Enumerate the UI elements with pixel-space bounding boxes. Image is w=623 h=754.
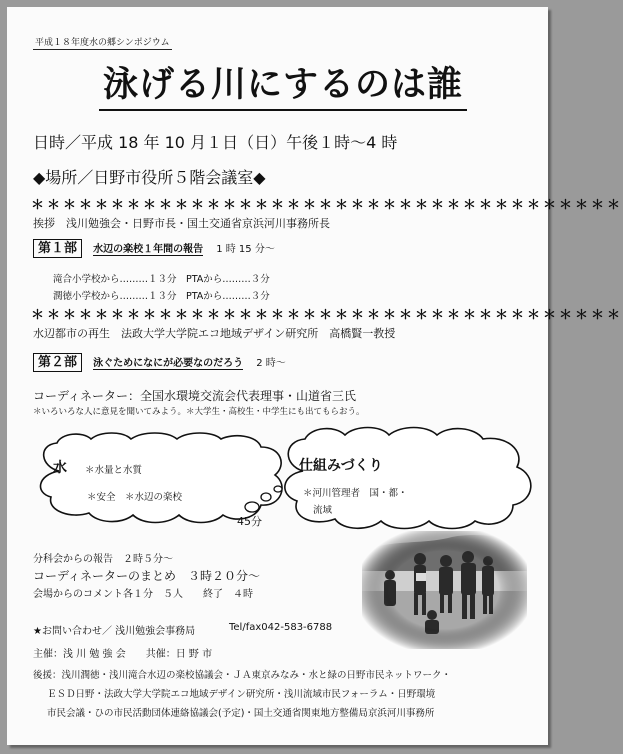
children-river-photo (362, 531, 527, 649)
part2-header (33, 351, 286, 370)
lecture-line: 水辺都市の再生 法政大学大学院エコ地域デザイン研究所 高橋賢一教授 (33, 327, 396, 340)
schedule-comments: 会場からのコメント各１分 ５人 終了 ４時 (33, 589, 253, 600)
part2-coordinator: コーディネーター：全国水環境交流会代表理事・山道省三氏 (33, 389, 357, 403)
contact-phone: Tel/fax042-583-6788 (229, 622, 333, 633)
page-title: 泳げる川にするのは誰 (99, 57, 467, 111)
support-line-1: 後援：浅川潤徳・浅川滝合水辺の楽校協議会・ＪＡ東京みなみ・水と緑の日野市民ネットワーク・ (33, 670, 452, 681)
cloud-system-shape (277, 425, 539, 533)
cloud-system-heading: 仕組みづくり (299, 458, 383, 474)
event-datetime: 日時／平成 18 年 10 月１日（日）午後１時～4 時 (33, 133, 398, 152)
star-separator: ＊＊＊＊＊＊＊＊＊＊＊＊＊＊＊＊＊＊＊＊＊＊＊＊＊＊＊＊＊＊＊＊＊＊＊＊＊ (31, 308, 623, 323)
cloud-system-item1: ＊河川管理者 国・都・ (303, 488, 408, 499)
cloud-water-item2: ＊安全 ＊水辺の楽校 (87, 492, 183, 503)
support-line-3: 市民会議・ひの市民活動団体連絡協議会(予定)・国土交通省関東地方整備局京浜河川事務所 (47, 708, 435, 719)
organizer-line: 主催：浅 川 勉 強 会 共催：日 野 市 (33, 649, 213, 660)
schedule-report: 分科会からの報告 ２時５分～ (33, 554, 173, 565)
event-venue: ◆場所／日野市役所５階会議室◆ (33, 168, 266, 187)
part1-report-takigoe: 滝合小学校から………１３分 PTAから………３分 (53, 274, 270, 285)
series-label: 平成１８年度水の郷シンポジウム (33, 35, 172, 50)
part1-duration: 1 時 15 分～ (216, 244, 275, 255)
part1-title: 水辺の楽校１年間の報告 (93, 244, 204, 255)
part1-label: 第１部 (33, 239, 82, 258)
discussion-minutes: 45分 (237, 515, 262, 528)
support-line-2: ＥＳＤ日野・法政大学大学院エコ地域デザイン研究所・浅川流域市民フォーラム・日野環境 (47, 689, 436, 700)
part2-label: 第２部 (33, 353, 82, 372)
greeting-line: 挨拶 浅川勉強会・日野市長・国土交通省京浜河川事務所長 (33, 217, 330, 230)
part2-duration: 2 時～ (256, 358, 286, 369)
star-separator: ＊＊＊＊＊＊＊＊＊＊＊＊＊＊＊＊＊＊＊＊＊＊＊＊＊＊＊＊＊＊＊＊＊＊＊＊＊ (31, 198, 623, 213)
schedule-summary: コーディネーターのまとめ ３時２０分～ (33, 569, 261, 583)
flyer-sheet (7, 7, 623, 745)
contact-label: ★お問い合わせ／ 浅川勉強会事務局 (33, 626, 196, 637)
cloud-water-item1: ＊水量と水質 (85, 465, 143, 476)
photo-illustration (362, 531, 527, 649)
cloud-water-heading: 水 (53, 460, 67, 476)
part1-report-juntoku: 潤徳小学校から………１３分 PTAから………３分 (53, 291, 270, 302)
part2-title: 泳ぐためになにが必要なのだろう (93, 358, 244, 369)
part2-note: ＊いろいろな人に意見を聞いてみよう。＊大学生・高校生・中学生にも出てもらおう。 (33, 407, 365, 417)
part1-header (33, 237, 275, 256)
cloud-system-item2: 流域 (313, 505, 333, 516)
